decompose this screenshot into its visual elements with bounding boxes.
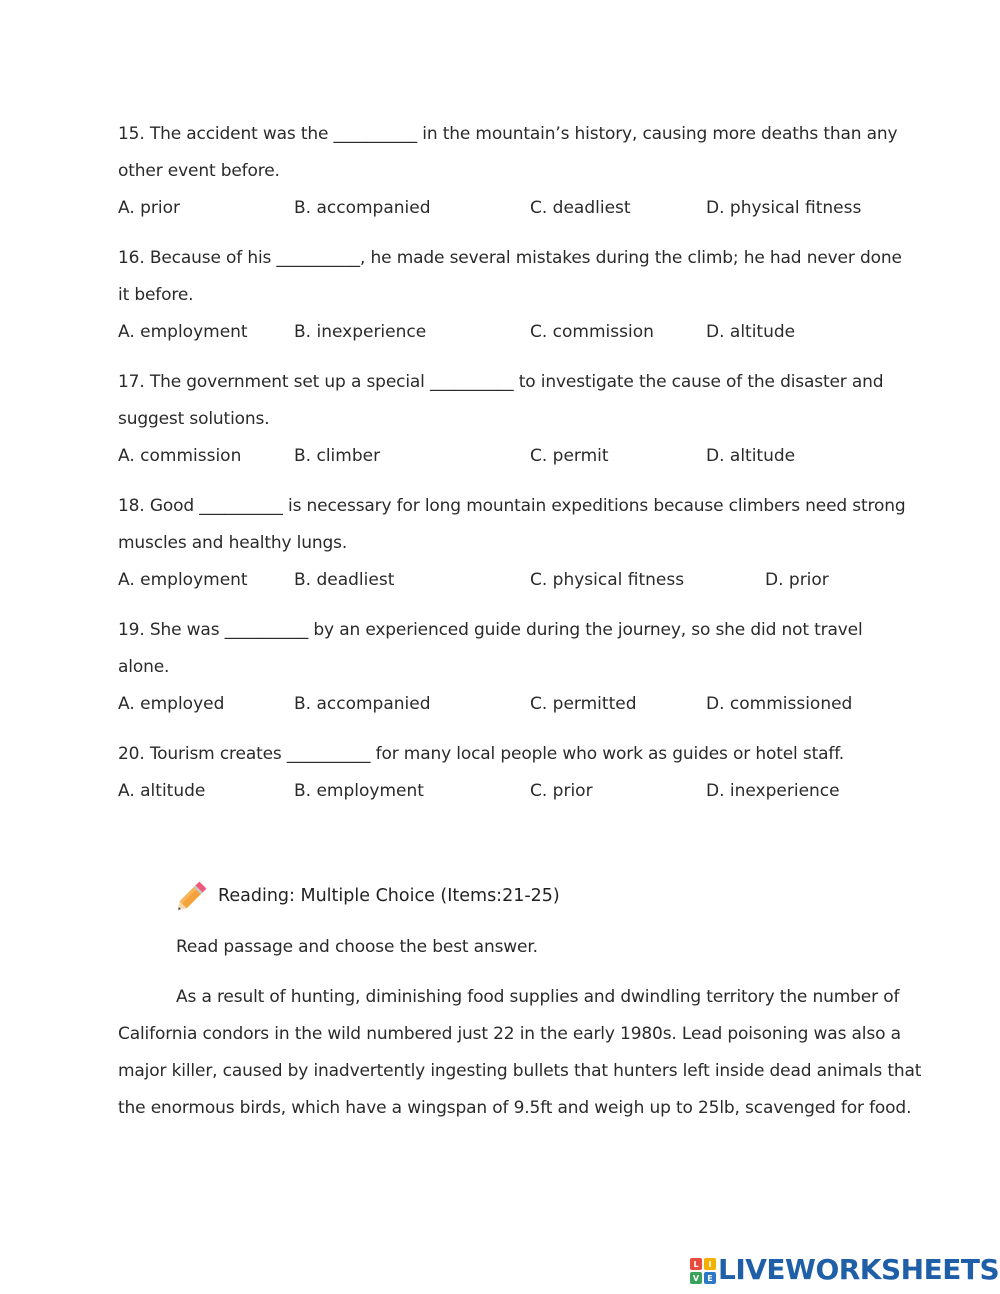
option-d[interactable]: D. physical fitness — [706, 198, 862, 218]
question-18-line-2: muscles and healthy lungs. — [118, 533, 348, 553]
reading-section-title: Reading: Multiple Choice (Items:21-25) — [218, 886, 560, 906]
option-d[interactable]: D. altitude — [706, 446, 796, 466]
option-a[interactable]: A. prior — [118, 198, 181, 218]
svg-text:E: E — [707, 1274, 713, 1283]
option-c[interactable]: C. prior — [530, 781, 593, 801]
question-15-line-1: 15. The accident was the __________ in the mountain’s history, causing more deaths than any — [118, 124, 898, 144]
question-16-line-1: 16. Because of his __________, he made several mistakes during the climb; he had never done — [118, 248, 902, 268]
svg-text:V: V — [692, 1274, 700, 1283]
question-20-options — [118, 780, 898, 802]
question-17-line-2: suggest solutions. — [118, 409, 270, 429]
question-17-options — [118, 445, 898, 467]
option-b[interactable]: B. climber — [294, 446, 381, 466]
liveworksheets-logo-mark — [690, 1258, 716, 1284]
passage-line-3: major killer, caused by inadvertently ingesting bullets that hunters left inside dead animals that — [118, 1061, 922, 1081]
option-c[interactable]: C. permit — [530, 446, 609, 466]
pencil-icon — [176, 878, 210, 912]
option-d[interactable]: D. prior — [765, 570, 829, 590]
option-b[interactable]: B. accompanied — [294, 694, 431, 714]
reading-instruction: Read passage and choose the best answer. — [176, 937, 538, 957]
question-15-line-2: other event before. — [118, 161, 280, 181]
question-19-options — [118, 693, 898, 715]
option-d[interactable]: D. inexperience — [706, 781, 840, 801]
option-c[interactable]: C. deadliest — [530, 198, 631, 218]
passage-line-1: As a result of hunting, diminishing food supplies and dwindling territory the number of — [176, 987, 900, 1007]
option-b[interactable]: B. deadliest — [294, 570, 395, 590]
question-18-line-1: 18. Good __________ is necessary for long mountain expeditions because climbers need strong — [118, 496, 906, 516]
question-17-line-1: 17. The government set up a special __________ to investigate the cause of the disaster and — [118, 372, 884, 392]
option-c[interactable]: C. physical fitness — [530, 570, 685, 590]
option-b[interactable]: B. employment — [294, 781, 424, 801]
question-20-line-1: 20. Tourism creates __________ for many local people who work as guides or hotel staff. — [118, 744, 845, 764]
option-a[interactable]: A. altitude — [118, 781, 206, 801]
svg-text:L: L — [693, 1260, 699, 1269]
option-d[interactable]: D. commissioned — [706, 694, 853, 714]
question-18-options — [118, 569, 898, 591]
option-a[interactable]: A. employment — [118, 322, 248, 342]
option-a[interactable]: A. employment — [118, 570, 248, 590]
passage-line-4: the enormous birds, which have a wingspan of 9.5ft and weigh up to 25lb, scavenged for food. — [118, 1098, 912, 1118]
liveworksheets-logo-text: LIVEWORKSHEETS — [718, 1253, 1000, 1286]
question-15-options — [118, 197, 898, 219]
option-c[interactable]: C. commission — [530, 322, 654, 342]
svg-text:I: I — [708, 1260, 712, 1269]
option-b[interactable]: B. accompanied — [294, 198, 431, 218]
question-16-line-2: it before. — [118, 285, 194, 305]
question-19-line-1: 19. She was __________ by an experienced guide during the journey, so she did not travel — [118, 620, 863, 640]
option-a[interactable]: A. employed — [118, 694, 225, 714]
question-16-options — [118, 321, 898, 343]
option-b[interactable]: B. inexperience — [294, 322, 427, 342]
question-19-line-2: alone. — [118, 657, 170, 677]
option-a[interactable]: A. commission — [118, 446, 242, 466]
liveworksheets-logo — [690, 1252, 1000, 1288]
option-c[interactable]: C. permitted — [530, 694, 637, 714]
option-d[interactable]: D. altitude — [706, 322, 796, 342]
passage-line-2: California condors in the wild numbered just 22 in the early 1980s. Lead poisoning was also a — [118, 1024, 901, 1044]
